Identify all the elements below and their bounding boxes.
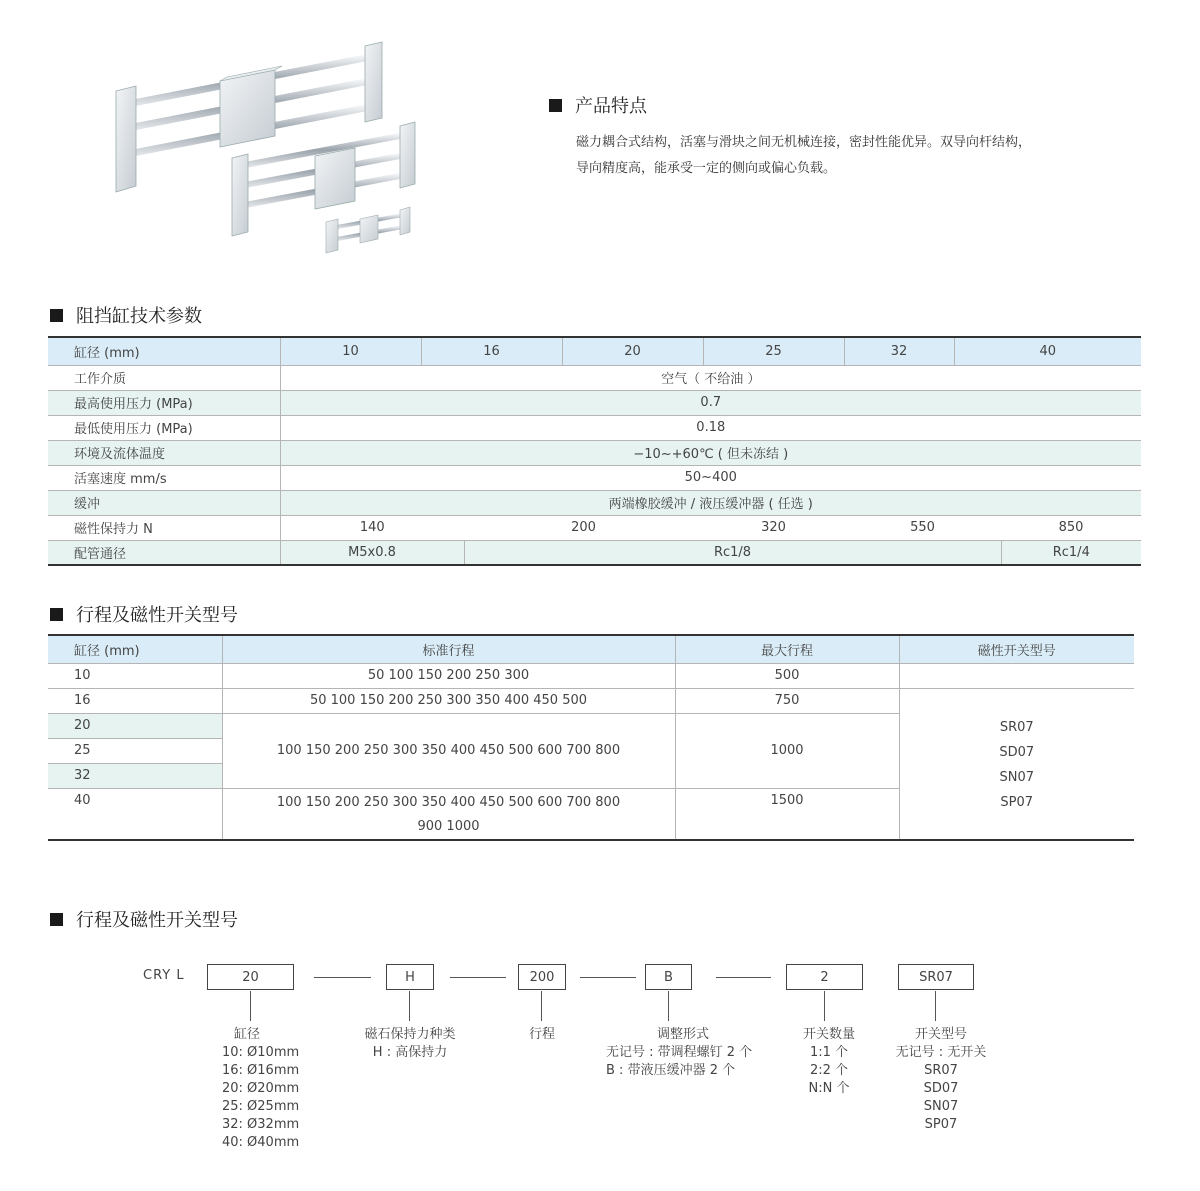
model-code-title xyxy=(50,906,238,932)
desc-item: 32: Ø32mm xyxy=(222,1117,300,1132)
code-box-adjust: B xyxy=(645,964,692,990)
desc-item: 10: Ø10mm xyxy=(222,1045,300,1060)
code-box-switch-type: SR07 xyxy=(898,964,974,990)
type-desc xyxy=(886,1026,996,1134)
bore-header: 40 xyxy=(954,337,1141,365)
desc-item: 16: Ø16mm xyxy=(222,1063,300,1078)
desc-item: H : 高保持力 xyxy=(372,1045,448,1060)
code-dash xyxy=(314,977,371,978)
code-tick xyxy=(250,991,251,1021)
spec-label: 工作介质 xyxy=(48,365,280,390)
strokes-header-standard: 标准行程 xyxy=(222,635,675,663)
bore-desc xyxy=(222,1026,310,1152)
specs-header-label: 缸径 (mm) xyxy=(48,337,280,365)
spec-label: 最低使用压力 (MPa) xyxy=(48,415,280,440)
code-box-bore: 20 xyxy=(207,964,294,990)
spec-row-max-pressure xyxy=(48,390,1141,415)
spec-value: 550 xyxy=(844,515,1001,540)
code-dash xyxy=(716,977,771,978)
code-tick xyxy=(409,991,410,1021)
code-box-stroke: 200 xyxy=(518,964,566,990)
spec-value: 空气（ 不给油 ） xyxy=(280,365,1141,390)
model-prefix: CRY L xyxy=(143,968,185,983)
desc-item: 1:1 个 xyxy=(809,1045,849,1060)
adjust-desc xyxy=(598,1026,768,1080)
bore-header: 16 xyxy=(421,337,562,365)
spec-row-magnetic-force xyxy=(48,515,1141,540)
bore-header: 20 xyxy=(562,337,703,365)
strokes-header-max: 最大行程 xyxy=(675,635,899,663)
stroke-row-10 xyxy=(48,663,1134,688)
stroke-standard-line: 900 1000 xyxy=(417,818,480,834)
features-line: 磁力耦合式结构，活塞与滑块之间无机械连接，密封性能优异。双导向杆结构， xyxy=(576,135,1032,150)
bore-header: 25 xyxy=(703,337,844,365)
spec-row-speed xyxy=(48,465,1141,490)
code-tick xyxy=(668,991,669,1021)
code-tick xyxy=(541,991,542,1021)
spec-row-temperature xyxy=(48,440,1141,465)
stroke-standard-line: 100 150 200 250 300 350 400 450 500 600 700 800 xyxy=(276,794,621,810)
stroke-row-16 xyxy=(48,688,1134,713)
features-title-text: 产品特点 xyxy=(575,96,647,117)
desc-item: 25: Ø25mm xyxy=(222,1099,300,1114)
spec-label: 最高使用压力 (MPa) xyxy=(48,390,280,415)
code-tick xyxy=(824,991,825,1021)
switch-model: SR07 xyxy=(999,719,1034,735)
spec-value: 0.7 xyxy=(280,390,1141,415)
stroke-switch-empty xyxy=(899,663,1134,688)
spec-value: 850 xyxy=(1001,515,1141,540)
strokes-header-switch: 磁性开关型号 xyxy=(899,635,1134,663)
stroke-standard-40 xyxy=(222,788,675,840)
desc-title: 行程 xyxy=(528,1027,555,1042)
desc-item: 无记号 : 无开关 xyxy=(895,1045,987,1060)
switch-models-cell xyxy=(899,688,1134,840)
stroke-bore: 40 xyxy=(48,788,222,840)
desc-title: 开关型号 xyxy=(914,1027,967,1042)
strokes-header-bore: 缸径 (mm) xyxy=(48,635,222,663)
spec-label: 配管通径 xyxy=(48,540,280,565)
spec-value: 200 xyxy=(464,515,703,540)
desc-item: SR07 xyxy=(924,1063,958,1078)
spec-row-port xyxy=(48,540,1141,565)
desc-title: 缸径 xyxy=(234,1027,261,1042)
desc-item: SP07 xyxy=(924,1117,958,1132)
section-square-icon xyxy=(549,99,562,112)
qty-desc xyxy=(789,1026,869,1098)
stroke-bore: 20 xyxy=(48,713,222,738)
code-box-hold: H xyxy=(386,964,434,990)
spec-row-medium xyxy=(48,365,1141,390)
spec-value: −10~+60℃ ( 但未冻结 ) xyxy=(280,440,1141,465)
spec-value: 两端橡胶缓冲 / 液压缓冲器 ( 任选 ) xyxy=(280,490,1141,515)
spec-value: Rc1/4 xyxy=(1001,540,1141,565)
features-description xyxy=(576,130,1136,182)
spec-value: 320 xyxy=(703,515,844,540)
desc-item: 无记号 : 带调程螺钉 2 个 xyxy=(606,1045,753,1060)
desc-title: 磁石保持力种类 xyxy=(364,1027,456,1042)
spec-label: 活塞速度 mm/s xyxy=(48,465,280,490)
bore-header: 10 xyxy=(280,337,421,365)
switch-model: SD07 xyxy=(999,744,1035,760)
desc-item: 20: Ø20mm xyxy=(222,1081,300,1096)
specs-title-text: 阻挡缸技术参数 xyxy=(76,306,202,327)
section-square-icon xyxy=(50,913,63,926)
desc-item: SN07 xyxy=(923,1099,959,1114)
spec-label: 磁性保持力 N xyxy=(48,515,280,540)
spec-row-cushion xyxy=(48,490,1141,515)
features-line: 导向精度高，能承受一定的侧向或偏心负载。 xyxy=(576,161,837,176)
stroke-bore: 25 xyxy=(48,738,222,763)
switch-model: SN07 xyxy=(999,769,1035,785)
stroke-max: 500 xyxy=(675,663,899,688)
stroke-bore: 10 xyxy=(48,663,222,688)
section-square-icon xyxy=(50,608,63,621)
stroke-standard: 100 150 200 250 300 350 400 450 500 600 700 800 xyxy=(222,713,675,788)
desc-title: 调整形式 xyxy=(656,1027,709,1042)
spec-row-min-pressure xyxy=(48,415,1141,440)
code-tick xyxy=(935,991,936,1021)
stroke-max: 1000 xyxy=(675,713,899,788)
desc-item: SD07 xyxy=(923,1081,959,1096)
code-box-switch-qty: 2 xyxy=(786,964,863,990)
switch-model: SP07 xyxy=(1000,794,1034,810)
desc-item: B : 带液压缓冲器 2 个 xyxy=(606,1063,736,1078)
specs-title xyxy=(50,302,202,328)
desc-item: 40: Ø40mm xyxy=(222,1135,300,1150)
spec-label: 环境及流体温度 xyxy=(48,440,280,465)
strokes-title-text: 行程及磁性开关型号 xyxy=(76,605,238,626)
desc-item: 2:2 个 xyxy=(809,1063,849,1078)
spec-label: 缓冲 xyxy=(48,490,280,515)
stroke-max: 750 xyxy=(675,688,899,713)
desc-title: 开关数量 xyxy=(802,1027,855,1042)
stroke-max: 1500 xyxy=(675,788,899,840)
code-dash xyxy=(450,977,506,978)
stroke-desc xyxy=(511,1026,573,1044)
section-square-icon xyxy=(50,309,63,322)
spec-value: 50~400 xyxy=(280,465,1141,490)
spec-value: Rc1/8 xyxy=(464,540,1001,565)
spec-value: M5x0.8 xyxy=(280,540,464,565)
stroke-bore: 16 xyxy=(48,688,222,713)
stroke-standard: 50 100 150 200 250 300 350 400 450 500 xyxy=(222,688,675,713)
spec-value: 0.18 xyxy=(280,415,1141,440)
specs-table xyxy=(48,336,1141,566)
model-code-title-text: 行程及磁性开关型号 xyxy=(76,910,238,931)
stroke-bore: 32 xyxy=(48,763,222,788)
product-image xyxy=(110,36,430,261)
features-title xyxy=(549,92,647,118)
strokes-title xyxy=(50,601,238,627)
stroke-standard: 50 100 150 200 250 300 xyxy=(222,663,675,688)
specs-header-row xyxy=(48,337,1141,365)
spec-value: 140 xyxy=(280,515,464,540)
hold-desc xyxy=(350,1026,470,1062)
desc-item: N:N 个 xyxy=(808,1081,850,1096)
strokes-table xyxy=(48,634,1134,841)
code-dash xyxy=(580,977,636,978)
strokes-header-row xyxy=(48,635,1134,663)
bore-header: 32 xyxy=(844,337,954,365)
